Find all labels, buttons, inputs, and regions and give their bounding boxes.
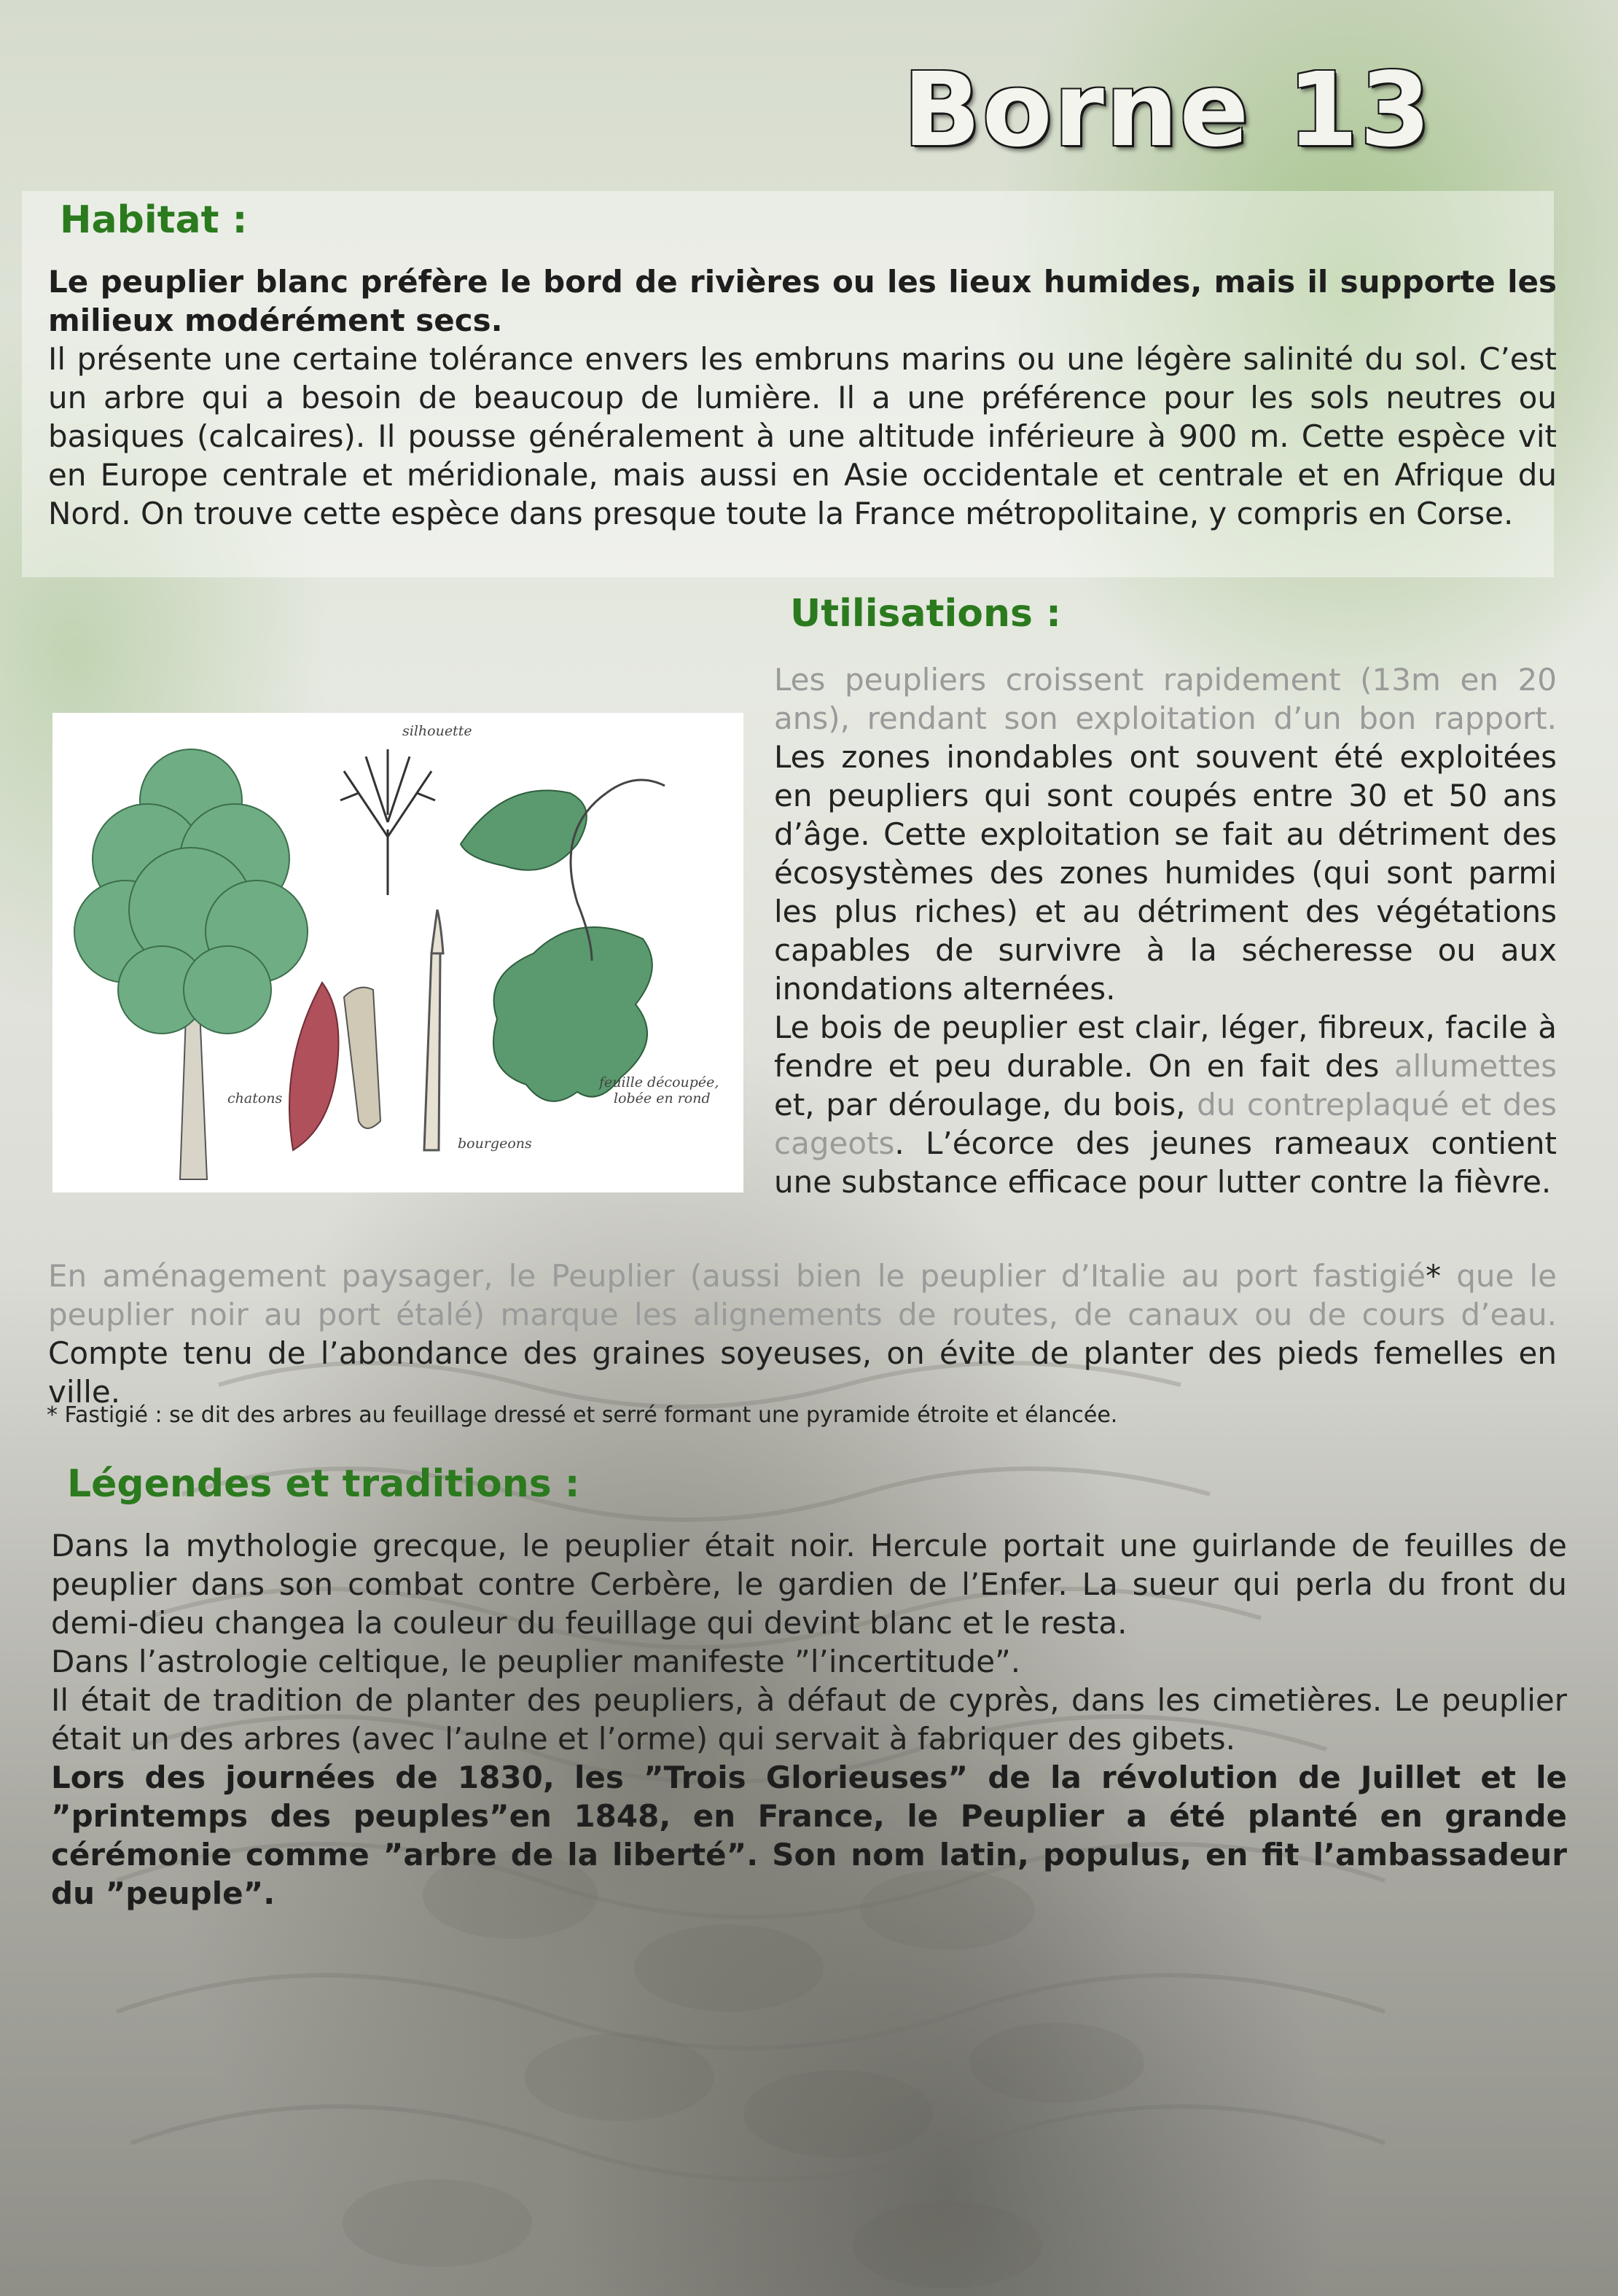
- twig-drawing: [424, 910, 443, 1150]
- legendes-p4: Lors des journées de 1830, les ”Trois Glorieuses” de la révolution de Juillet et le ”printemps des peuples”en 1848, en France, le Peuplier a été planté en grande cérémonie comme ”arbre de la liberté”. Son nom latin, populus, en fit l’ambassadeur du ”peuple”.: [51, 1760, 1567, 1911]
- caption-chatons: chatons: [227, 1090, 283, 1106]
- caption-silhouette: silhouette: [402, 723, 472, 739]
- legendes-heading: Légendes et traditions :: [67, 1462, 580, 1506]
- catkin-drawing: [289, 983, 380, 1150]
- silhouette-drawing: [340, 749, 435, 895]
- utilisations-text-top: [774, 660, 1557, 1201]
- habitat-lead: Le peuplier blanc préfère le bord de rivières ou les lieux humides, mais il supporte les milieux modérément secs.: [48, 264, 1557, 338]
- utilisations-text-5: Compte tenu de l’abondance des graines soyeuses, on évite de planter des pieds femelles en ville.: [48, 1335, 1557, 1410]
- utilisations-text-bottom: [48, 1257, 1557, 1411]
- habitat-heading: Habitat :: [60, 198, 248, 242]
- utilisations-star: *: [1426, 1258, 1442, 1294]
- legendes-p3: Il était de tradition de planter des peupliers, à défaut de cyprès, dans les cimetières. Le peuplier était un des arbres (avec l’aulne et l’orme) qui servait à fabriquer des gibets.: [51, 1682, 1567, 1757]
- utilisations-light-5: que le peuplier noir au port étalé) marque les alignements de routes, de canaux ou de cours d’eau.: [48, 1258, 1557, 1332]
- utilisations-light-1: Les peupliers croissent rapidement (13m en 20 ans), rendant son exploitation d’un bon rapport.: [774, 662, 1557, 736]
- utilisations-text-1: Les zones inondables ont souvent été exploitées en peupliers qui sont coupés entre 30 et 50 ans d’âge. Cette exploitation se fait au détriment des écosystèmes des zones humides (qui sont parmi les plus riches) et au détriment des végétations capables de survivre à la sécheresse ou aux inondations alternées.: [774, 739, 1557, 1007]
- utilisations-light-3: du contreplaqué et des cageots: [774, 1087, 1557, 1161]
- habitat-body: Il présente une certaine tolérance envers les embruns marins ou une légère salinité du sol. C’est un arbre qui a besoin de beaucoup de lumière. Il a une préférence pour les sols neutres ou basiques (calcaires). Il pousse généralement à une altitude inférieure à 900 m. Cette espèce vit en Europe centrale et méridionale, mais aussi en Asie occidentale et centrale et en Afrique du Nord. On trouve cette espèce dans presque toute la France métropolitaine, y compris en Corse.: [48, 341, 1557, 531]
- utilisations-text-2: Le bois de peuplier est clair, léger, fibreux, facile à fendre et peu durable. On en fait des: [774, 1010, 1557, 1084]
- caption-feuille-2: lobée en rond: [614, 1090, 711, 1106]
- legendes-p2: Dans l’astrologie celtique, le peuplier manifeste ”l’incertitude”.: [51, 1644, 1021, 1679]
- leaf-drawing: [461, 780, 665, 1101]
- utilisations-light-4: En aménagement paysager, le Peuplier (aussi bien le peuplier d’Italie au port fastigié: [48, 1258, 1426, 1294]
- utilisations-text-4: . L’écorce des jeunes rameaux contient une substance efficace pour lutter contre la fièvre.: [774, 1125, 1557, 1200]
- tree-drawing: [74, 749, 308, 1179]
- utilisations-heading: Utilisations :: [790, 592, 1061, 636]
- illustration-drawing: [52, 713, 743, 1192]
- caption-feuille-1: feuille découpée,: [599, 1074, 719, 1090]
- footnote: * Fastigié : se dit des arbres au feuillage dressé et serré formant une pyramide étroite et élancée.: [47, 1402, 1118, 1428]
- page-title: Borne 13: [902, 51, 1432, 170]
- legendes-p1: Dans la mythologie grecque, le peuplier était noir. Hercule portait une guirlande de feuilles de peuplier dans son combat contre Cerbère, le gardien de l’Enfer. La sueur qui perla du front du demi-dieu changea la couleur du feuillage qui devint blanc et le resta.: [51, 1528, 1567, 1641]
- caption-bourgeons: bourgeons: [458, 1136, 532, 1152]
- utilisations-light-2: allumettes: [1394, 1048, 1558, 1084]
- utilisations-text-3: et, par déroulage, du bois,: [774, 1087, 1186, 1122]
- poplar-illustration: [52, 713, 743, 1192]
